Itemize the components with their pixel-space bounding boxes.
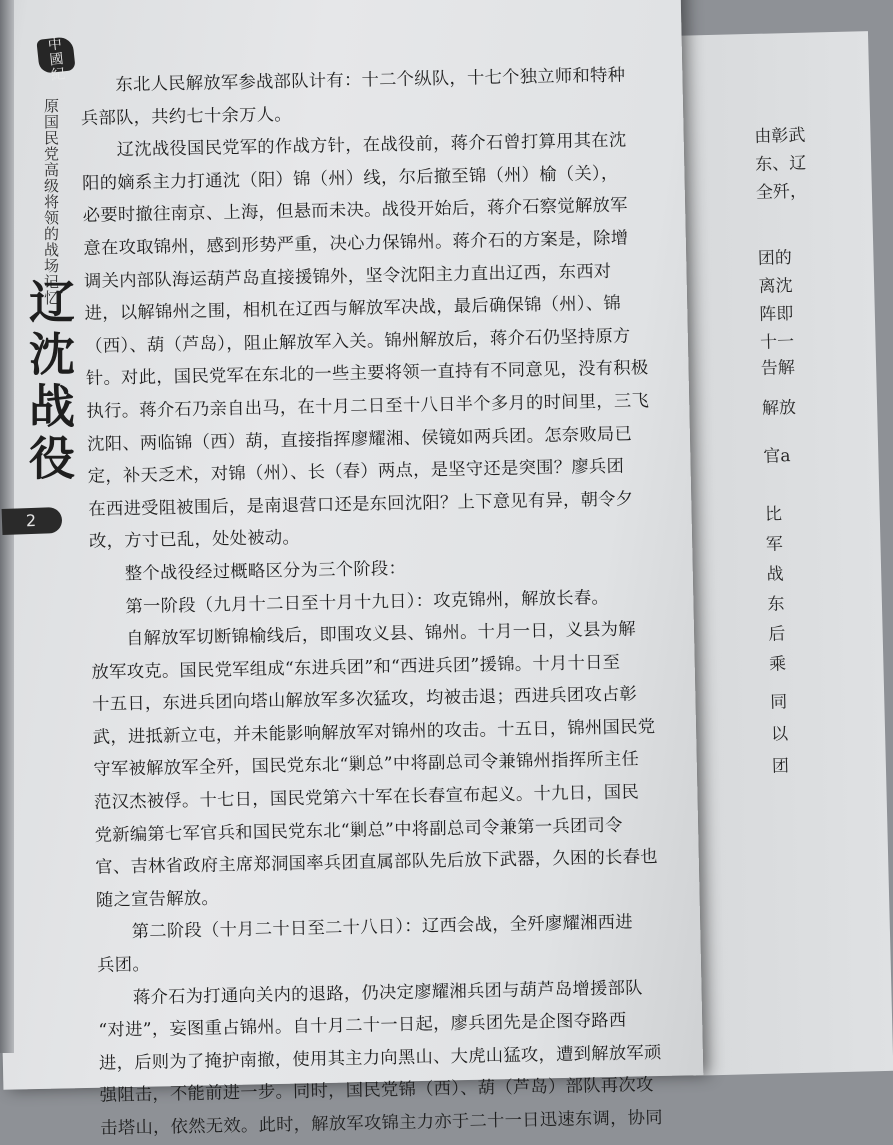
page-number: 2 [25,510,37,531]
right-page-text [754,121,808,777]
text-line: 进，后则为了掩护南撤，使用其主力向黑山、大虎山猛攻，遭到解放军顽 [98,1042,662,1074]
text-line: 沈阳、两临锦（西）葫，直接指挥廖耀湘、侯镜如两兵团。怎奈败局已 [86,424,633,455]
text-line: 第二阶段（十月二十日至二十八日）：辽西会战，全歼廖耀湘西进 [96,912,634,944]
text-line: 意在攻取锦州，感到形势严重，决心力保锦州。蒋介石的方案是，除增 [83,228,629,259]
right-page-fragment: 离沈 [758,275,793,297]
text-line: 自解放军切断锦榆线后，即围攻义县、锦州。十月一日，义县为解 [90,619,637,650]
right-page-fragment: 解放 [761,397,797,419]
text-line: 范汉杰被俘。十七日，国民党第六十军在长春宣布起义。十九日，国民 [93,782,640,813]
right-page-fragment: 阵即 [759,303,794,325]
right-page-fragment: 十一 [759,331,795,353]
text-line: 击塔山，依然无效。此时，解放军攻锦主力亦于二十一日迅速东调，协同 [100,1108,664,1139]
text-line: 调关内部队海运葫芦岛直接援锦外，坚令沈阳主力直出辽西，东西对 [83,261,612,292]
text-line: 官、吉林省政府主席郑洞国率兵团直属部队先后放下武器，久困的长春也 [95,847,659,879]
text-line: 党新编第七军官兵和国民党东北“剿总”中将副总司令兼第一兵团司令 [94,815,623,846]
text-line: 改，方寸已乱，处处被动。 [88,528,301,553]
text-line: 定，补天乏术，对锦（州）、长（春）两点，是坚守还是突围？廖兵团 [87,456,625,488]
right-page-fragment: 战 [766,564,784,585]
right-page-fragment: 军 [765,534,784,555]
right-page-fragment: 全歼， [755,181,808,203]
text-line: 整个战役经过概略区分为三个阶段： [89,558,407,585]
right-page-fragment: 由彰武 [754,125,806,147]
right-page-fragment: 同 [769,692,788,713]
right-page-fragment: 东 [767,594,785,615]
text-line: 守军被解放军全歼，国民党东北“剿总”中将副总司令兼锦州指挥所主任 [93,749,640,781]
text-line: “对进”，妄图重占锦州。自十月二十一日起，廖兵团先是企图夺路西 [98,1010,627,1042]
text-line: 武，进抵新立屯，并未能影响解放军对锦州的攻击。十五日，锦州国民党 [92,716,656,748]
right-page-fragment: 乘 [768,654,787,675]
text-line: 放军攻克。国民党军组成“东进兵团”和“西进兵团”援锦。十月十日至 [91,652,621,683]
right-page-fragment: 以 [770,724,789,745]
text-line: 随之宣告解放。 [95,888,220,911]
book-title: 辽沈战役 [22,278,76,486]
page-number-tab [2,507,63,535]
body-text [80,59,691,1145]
text-line: 强阻击，不能前进一步。同时，国民党锦（西）、葫（芦岛）部队再次攻 [99,1075,654,1107]
text-line: 阳的嫡系主力打通沈（阳）锦（州）线，尔后撤至锦（州）榆（关）， [81,163,619,194]
text-line: 执行。蒋介石乃亲自出马，在十月二日至十八日半个多月的时间里，三飞 [86,391,650,422]
right-page-fragment: 比 [764,504,783,525]
text-line: 十五日，东进兵团向塔山解放军多次猛攻，均被击退；西进兵团攻占彰 [92,684,638,716]
right-page-fragment: 后 [768,624,786,645]
series-title: 原国民党高级将领的战场记忆 [42,98,60,306]
text-line: 辽沈战役国民党军的作战方针，在战役前，蒋介石曾打算用其在沈 [81,130,627,162]
text-line: 必要时撤往南京、上海，但悬而未决。战役开始后，蒋介石察觉解放军 [82,195,628,227]
text-line: 针。对此，国民党军在东北的一些主要将领一直持有不同意见，没有积极 [85,358,649,390]
text-line: 第一阶段（九月十二日至十月十九日）：攻克锦州，解放长春。 [90,587,610,618]
logo-char: 國 [48,51,65,69]
right-page-fragment: 官a [763,446,791,467]
right-page-fragment: 告解 [760,357,796,379]
logo-char: 紀 [50,66,66,84]
logo-char: 中 [47,36,63,54]
text-line: 兵部队，共约七十余万人。 [80,104,293,129]
text-line: 在西进受阻被围后，是南退营口还是东回沈阳？上下意见有异，朝令夕 [88,489,634,520]
text-line: 兵团。 [97,954,151,976]
text-line: 蒋介石为打通向关内的退路，仍决定廖耀湘兵团与葫芦岛增援部队 [97,977,643,1009]
right-page-fragment: 团的 [757,248,793,269]
right-page-fragment: 东、辽 [754,153,807,175]
right-page-fragment: 团 [771,756,790,777]
series-logo [36,36,75,84]
text-line: 东北人民解放军参战部队计有：十二个纵队，十七个独立师和特种 [80,65,626,96]
text-line: 进，以解锦州之围，相机在辽西与解放军决战，最后确保锦（州）、锦 [84,293,622,325]
text-line: （西）、葫（芦岛），阻止解放军入关。锦州解放后，蒋介石仍坚持原方 [85,326,631,357]
